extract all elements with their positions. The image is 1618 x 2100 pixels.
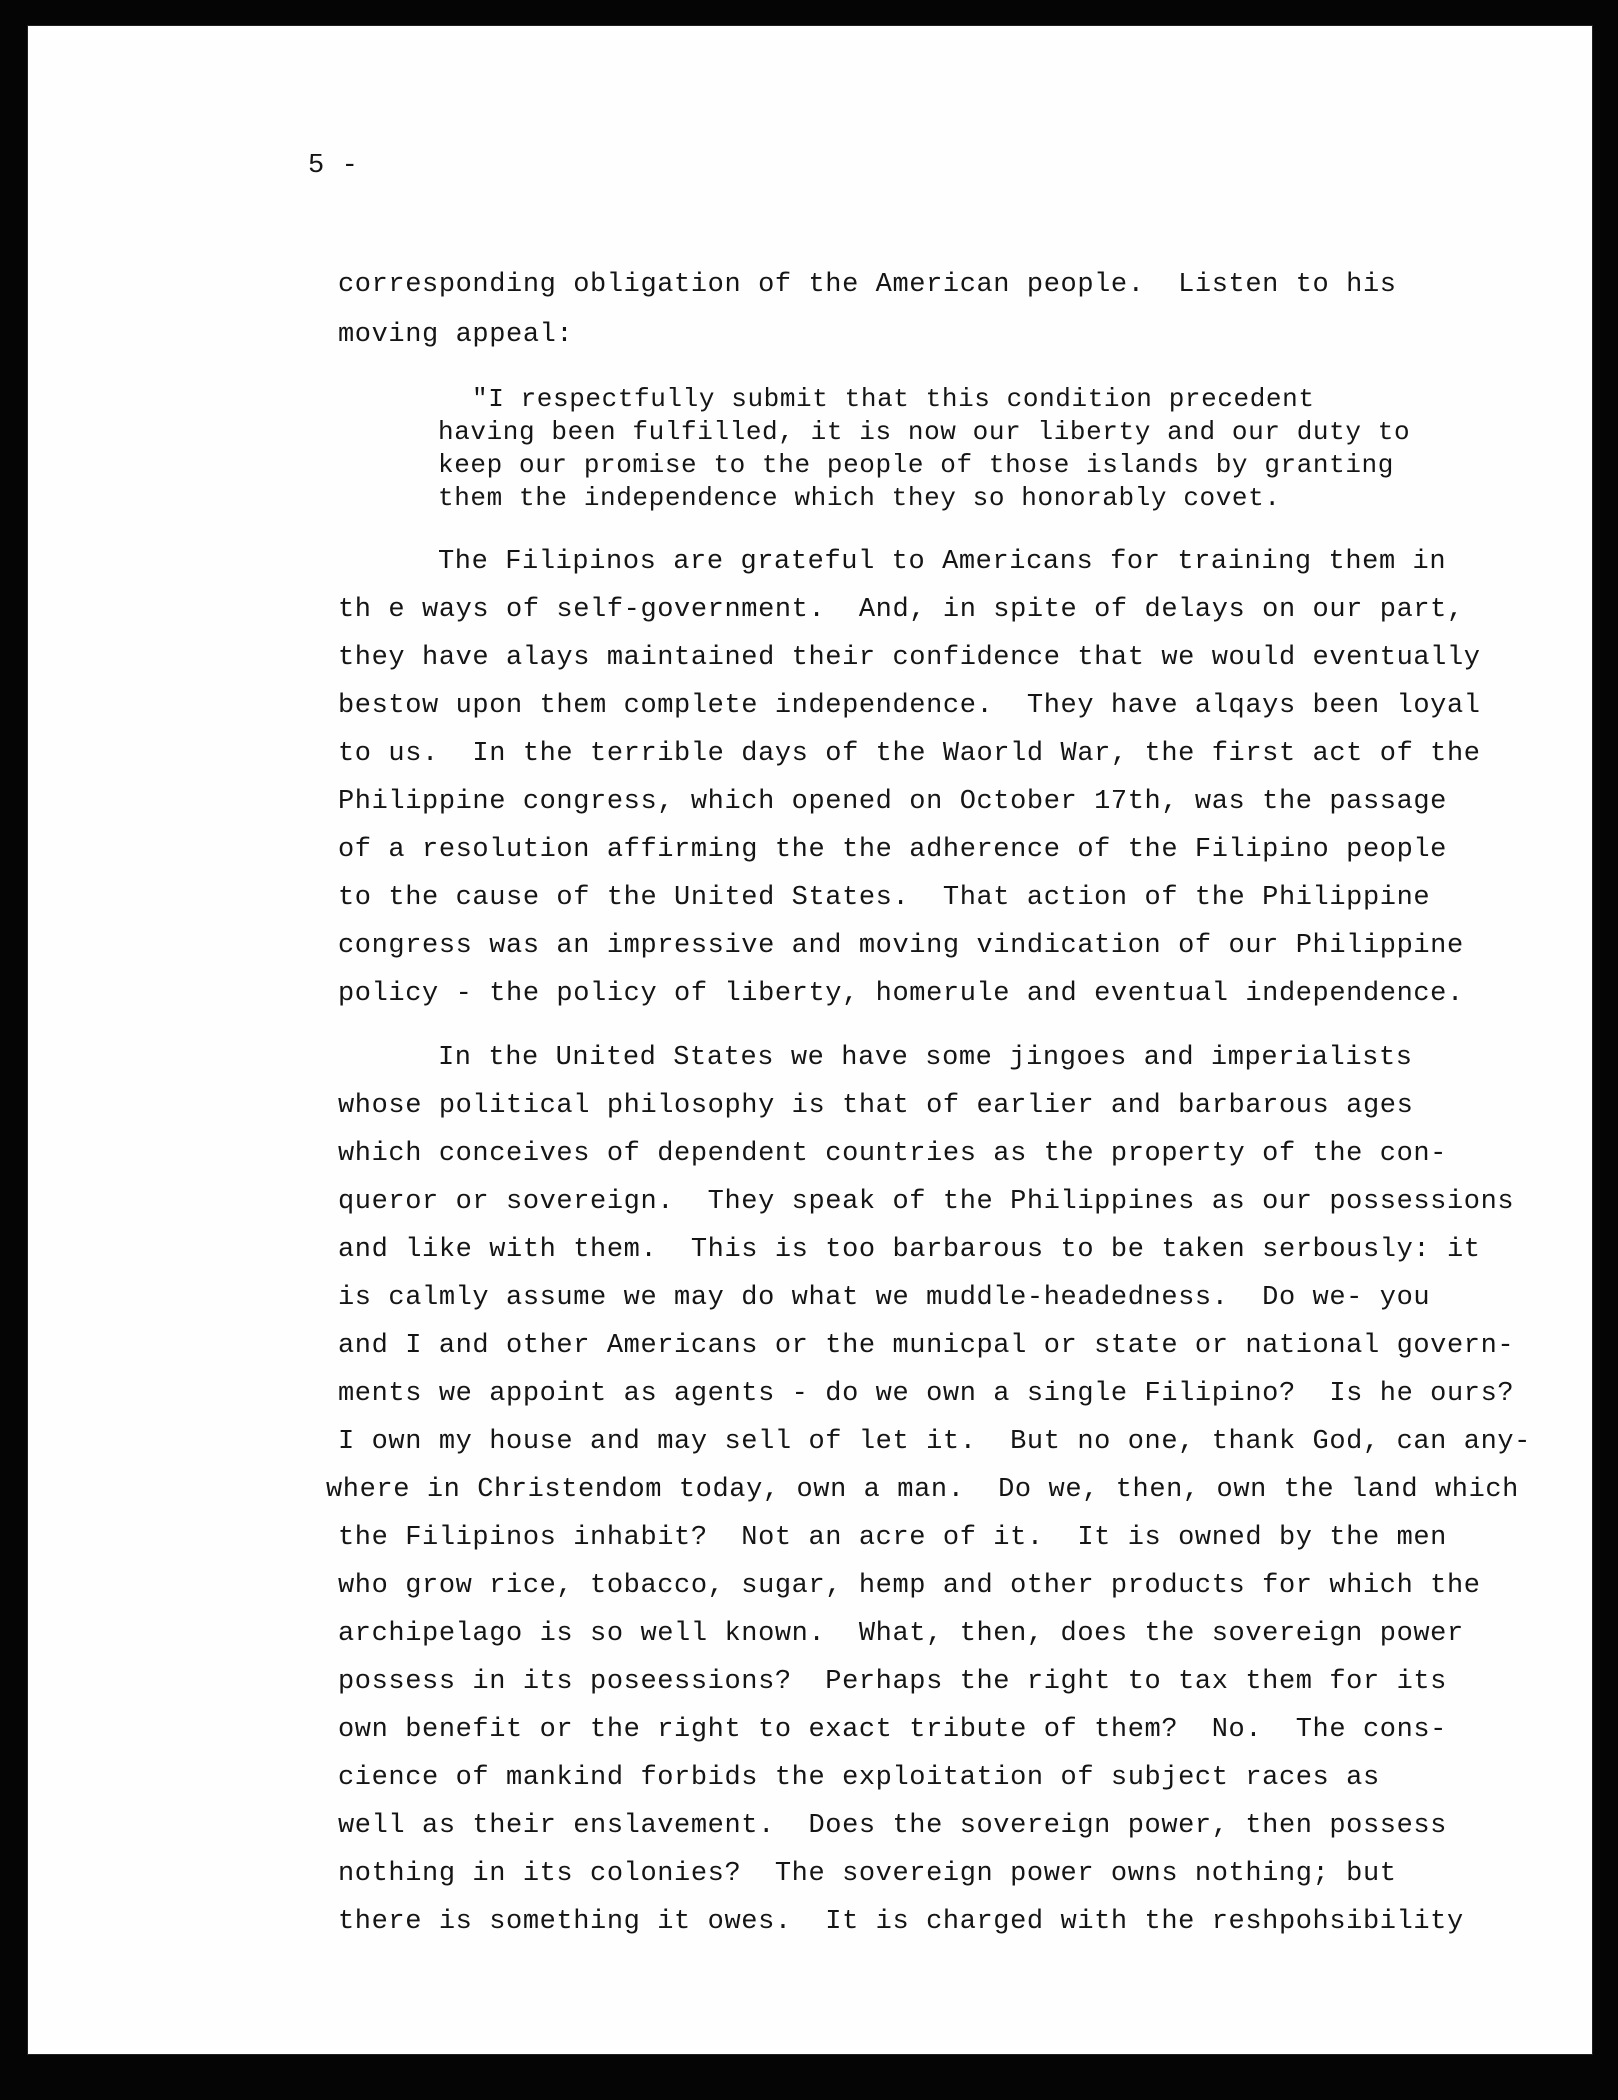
text-line: bestow upon them complete independence. They have alqays been loyal [338,691,1481,721]
page-number: 5 - [308,151,359,181]
quote-line: keep our promise to the people of those islands by granting [438,450,1394,480]
text-line: nothing in its colonies? The sovereign power owns nothing; but [338,1859,1397,1889]
text-line: th e ways of self-government. And, in spite of delays on our part, [338,595,1464,625]
text-line: the Filipinos inhabit? Not an acre of it. It is owned by the men [338,1523,1447,1553]
text-line: to the cause of the United States. That action of the Philippine [338,883,1431,913]
text-line: whose political philosophy is that of earlier and barbarous ages [338,1091,1414,1121]
text-line: ments we appoint as agents - do we own a single Filipino? Is he ours? [338,1379,1515,1409]
text-line: to us. In the terrible days of the Waorld War, the first act of the [338,739,1481,769]
text-line: own benefit or the right to exact tribute of them? No. The cons- [338,1715,1447,1745]
text-line: archipelago is so well known. What, then, does the sovereign power [338,1619,1464,1649]
quote-line: "I respectfully submit that this condition precedent [472,384,1315,414]
text-line: queror or sovereign. They speak of the Philippines as our possessions [338,1187,1515,1217]
text-line: possess in its poseessions? Perhaps the right to tax them for its [338,1667,1447,1697]
text-line: of a resolution affirming the the adherence of the Filipino people [338,835,1447,865]
text-line: I own my house and may sell of let it. But no one, thank God, can any- [338,1427,1531,1457]
quote-line: them the independence which they so honorably covet. [438,483,1281,513]
text-line: which conceives of dependent countries as the property of the con- [338,1139,1447,1169]
text-line: who grow rice, tobacco, sugar, hemp and other products for which the [338,1571,1481,1601]
text-line: is calmly assume we may do what we muddle-headedness. Do we- you [338,1283,1431,1313]
text-line: they have alays maintained their confidence that we would eventually [338,643,1481,673]
text-line: policy - the policy of liberty, homerule and eventual independence. [338,979,1464,1009]
text-line: and I and other Americans or the municpal or state or national govern- [338,1331,1515,1361]
quote-line: having been fulfilled, it is now our liberty and our duty to [438,417,1411,447]
text-line: congress was an impressive and moving vindication of our Philippine [338,931,1464,961]
text-line: where in Christendom today, own a man. Do we, then, own the land which [326,1475,1519,1505]
text-line: In the United States we have some jingoes and imperialists [438,1043,1413,1073]
text-line: Philippine congress, which opened on October 17th, was the passage [338,787,1447,817]
text-line: cience of mankind forbids the exploitation of subject races as [338,1763,1380,1793]
text-line: The Filipinos are grateful to Americans for training them in [438,547,1447,577]
text-line: moving appeal: [338,320,574,350]
text-line: well as their enslavement. Does the sovereign power, then possess [338,1811,1447,1841]
text-line: corresponding obligation of the American people. Listen to his [338,270,1397,300]
text-line: and like with them. This is too barbarous to be taken serbously: it [338,1235,1481,1265]
document-page [28,26,1592,2054]
text-line: there is something it owes. It is charged with the reshpohsibility [338,1907,1464,1937]
